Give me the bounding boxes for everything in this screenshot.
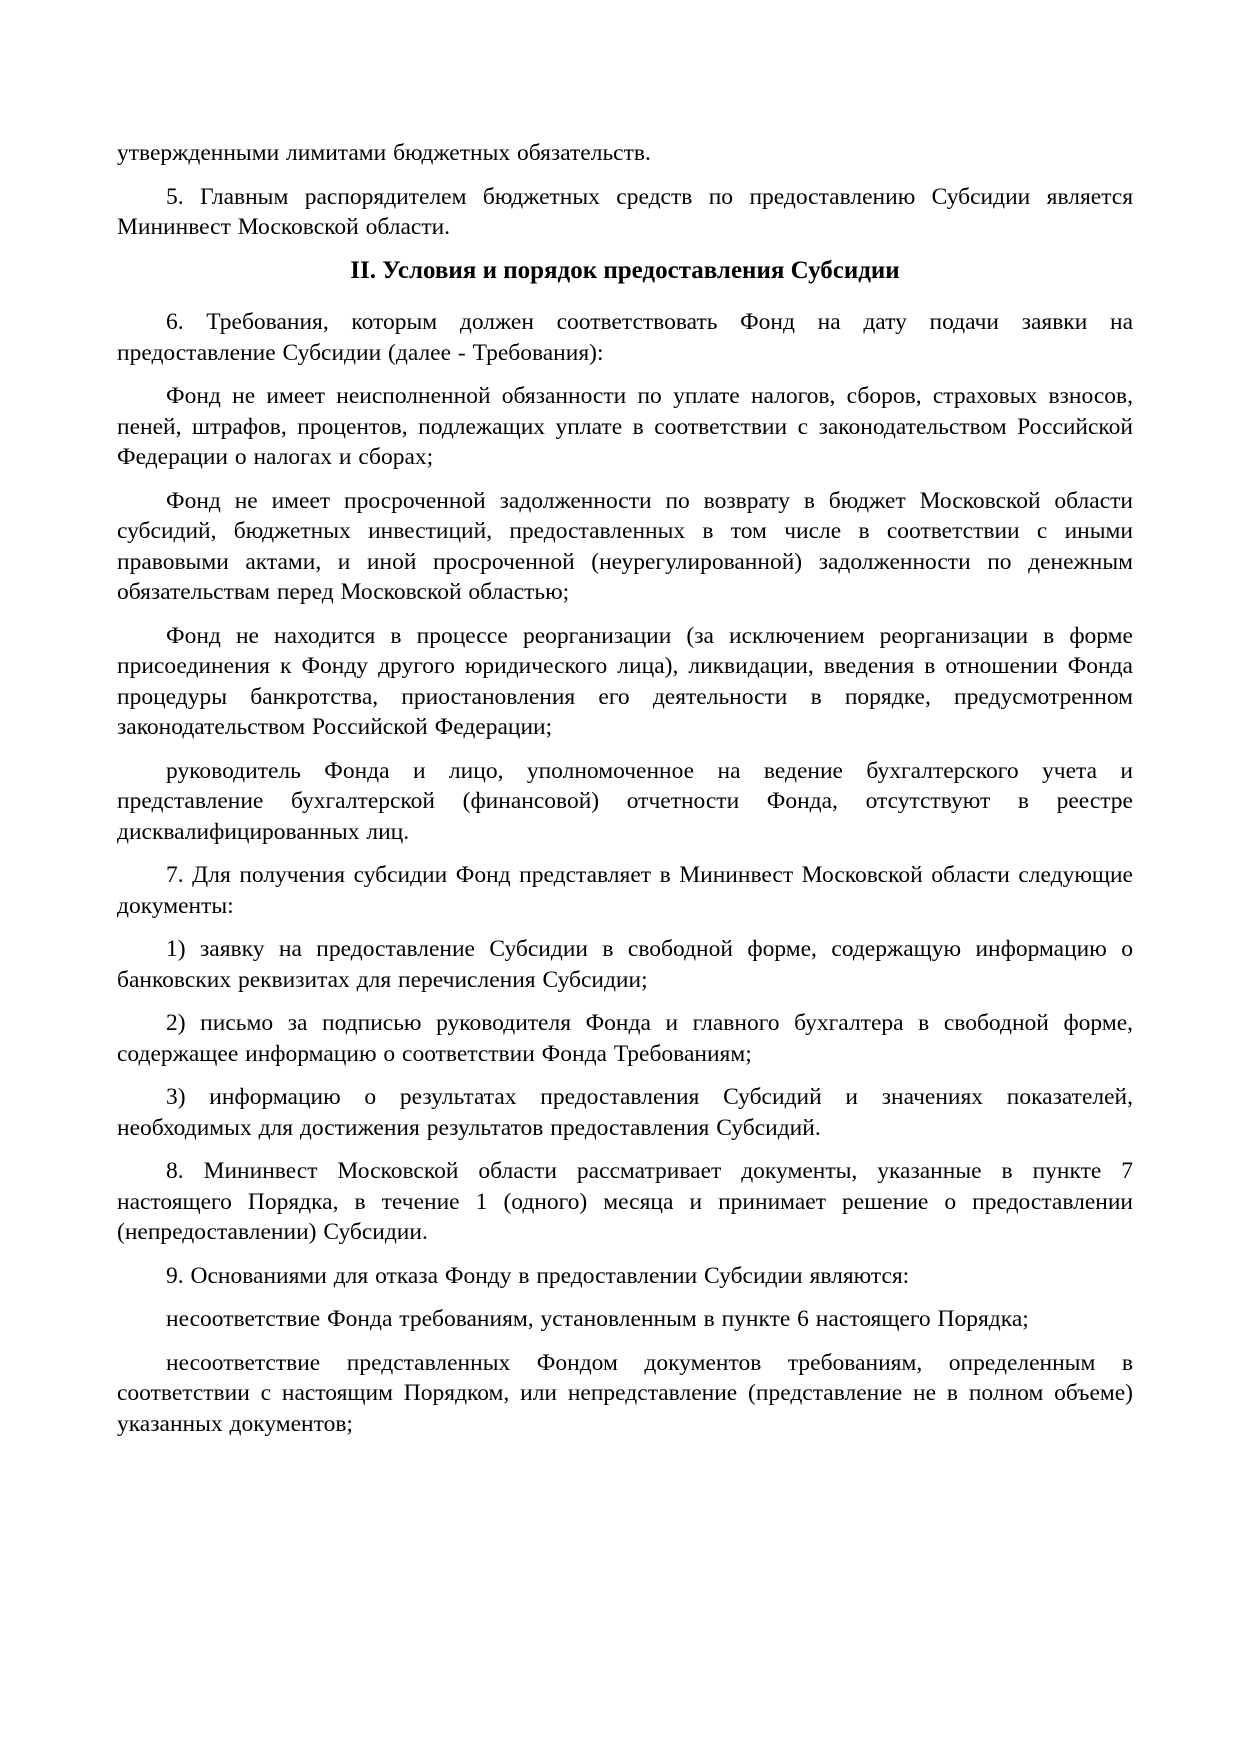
section-heading: II. Условия и порядок предоставления Субсидии: [350, 256, 900, 284]
paragraph-requirement-debt: Фонд не имеет просроченной задолженности по возврату в бюджет Московской области субсидий, бюджетных инвестиций, предоставленных в том числе в соответствии с иными правовыми актами, и иной просроченной (неурегулированной) задолженности по денежным обязательствам перед Московской областью;: [117, 487, 1133, 605]
paragraph-continuation: утвержденными лимитами бюджетных обязательств.: [117, 140, 651, 166]
paragraph-requirement-disqualified: руководитель Фонда и лицо, уполномоченное на ведение бухгалтерского учета и представление бухгалтерской (финансовой) отчетности Фонда, отсутствуют в реестре дисквалифицированных лиц.: [117, 757, 1133, 845]
paragraph-item-2: 2) письмо за подписью руководителя Фонда и главного бухгалтера в свободной форме, содержащее информацию о соответствии Фонда Требованиям;: [117, 1010, 1133, 1067]
paragraph-8: 8. Мининвест Московской области рассматривает документы, указанные в пункте 7 настоящего Порядка, в течение 1 (одного) месяца и принимает решение о предоставлении (непредоставлении) Субсидии.: [117, 1158, 1133, 1245]
paragraph-refusal-reason-1: несоответствие Фонда требованиям, установленным в пункте 6 настоящего Порядка;: [166, 1306, 1029, 1332]
paragraph-6: 6. Требования, которым должен соответствовать Фонд на дату подачи заявки на предоставление Субсидии (далее - Требования):: [117, 309, 1133, 366]
paragraph-requirement-taxes: Фонд не имеет неисполненной обязанности по уплате налогов, сборов, страховых взносов, пеней, штрафов, процентов, подлежащих уплате в соответствии с законодательством Российской Федерации о налогах и сборах;: [117, 383, 1133, 470]
paragraph-requirement-reorganization: Фонд не находится в процессе реорганизации (за исключением реорганизации в форме присоединения к Фонду другого юридического лица), ликвидации, введения в отношении Фонда процедуры банкротства, приостановления его деятельности в порядке, предусмотренном законодательством Российской Федерации;: [117, 622, 1133, 740]
paragraph-item-3: 3) информацию о результатах предоставления Субсидий и значениях показателей, необходимых для достижения результатов предоставления Субсидий.: [117, 1084, 1133, 1141]
paragraph-item-1: 1) заявку на предоставление Субсидии в свободной форме, содержащую информацию о банковских реквизитах для перечисления Субсидии;: [117, 936, 1133, 993]
paragraph-5: 5. Главным распорядителем бюджетных средств по предоставлению Субсидии является Мининвест Московской области.: [117, 183, 1133, 240]
paragraph-7: 7. Для получения субсидии Фонд представляет в Мининвест Московской области следующие документы:: [117, 862, 1133, 919]
paragraph-refusal-reason-2: несоответствие представленных Фондом документов требованиям, определенным в соответствии с настоящим Порядком, или непредставление (представление не в полном объеме) указанных документов;: [117, 1349, 1133, 1437]
paragraph-9: 9. Основаниями для отказа Фонду в предоставлении Субсидии являются:: [166, 1262, 910, 1289]
